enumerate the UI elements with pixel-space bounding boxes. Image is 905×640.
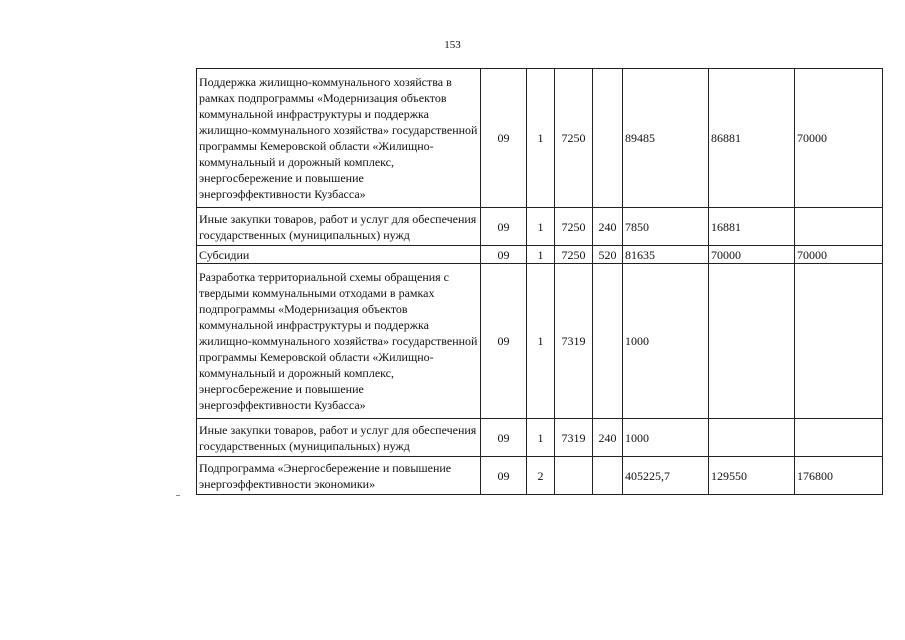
article-cell: 7250 <box>555 69 593 208</box>
table-row <box>197 246 883 264</box>
section-cell: 09 <box>481 246 527 264</box>
amount-1-cell: 81635 <box>623 246 709 264</box>
amount-2-cell <box>709 264 795 419</box>
article-cell: 7250 <box>555 246 593 264</box>
amount-2-cell: 129550 <box>709 457 795 495</box>
row-description: Подпрограмма «Энергосбережение и повышение энергоэффективности экономики» <box>197 457 481 495</box>
row-description: Иные закупки товаров, работ и услуг для обеспечения государственных (муниципальных) нужд <box>197 208 481 246</box>
subsection-cell: 1 <box>527 264 555 419</box>
page-number: 153 <box>444 39 461 51</box>
expense-type-cell: 240 <box>593 419 623 457</box>
expense-type-cell <box>593 69 623 208</box>
article-cell: 7319 <box>555 264 593 419</box>
amount-3-cell: 70000 <box>795 69 883 208</box>
table-row <box>197 457 883 495</box>
table-row <box>197 419 883 457</box>
amount-1-cell: 405225,7 <box>623 457 709 495</box>
expense-type-cell <box>593 457 623 495</box>
table-row <box>197 264 883 419</box>
amount-2-cell: 70000 <box>709 246 795 264</box>
table-row <box>197 69 883 208</box>
subsection-cell: 1 <box>527 69 555 208</box>
row-description: Субсидии <box>197 246 481 264</box>
subsection-cell: 2 <box>527 457 555 495</box>
amount-2-cell <box>709 419 795 457</box>
row-description: Поддержка жилищно-коммунального хозяйства в рамках подпрограммы «Модернизация объектов коммунальной инфраструктуры и поддержка жилищно-коммунального хозяйства» государственной программы Кемеровской области «Жилищно-коммунальный и дорожный комплекс, энергосбережение и повышение энергоэффективности Кузбасса» <box>197 69 481 208</box>
subsection-cell: 1 <box>527 208 555 246</box>
section-cell: 09 <box>481 208 527 246</box>
amount-2-cell: 86881 <box>709 69 795 208</box>
section-cell: 09 <box>481 419 527 457</box>
expense-type-cell: 520 <box>593 246 623 264</box>
section-cell: 09 <box>481 69 527 208</box>
row-description: Иные закупки товаров, работ и услуг для обеспечения государственных (муниципальных) нужд <box>197 419 481 457</box>
article-cell <box>555 457 593 495</box>
amount-3-cell: 176800 <box>795 457 883 495</box>
section-cell: 09 <box>481 264 527 419</box>
table-row <box>197 208 883 246</box>
amount-3-cell: 70000 <box>795 246 883 264</box>
subsection-cell: 1 <box>527 419 555 457</box>
amount-3-cell <box>795 208 883 246</box>
expense-type-cell: 240 <box>593 208 623 246</box>
budget-table <box>196 68 883 495</box>
amount-3-cell <box>795 419 883 457</box>
amount-1-cell: 1000 <box>623 419 709 457</box>
article-cell: 7319 <box>555 419 593 457</box>
amount-1-cell: 89485 <box>623 69 709 208</box>
amount-1-cell: 1000 <box>623 264 709 419</box>
scan-margin-mark <box>176 495 180 496</box>
amount-1-cell: 7850 <box>623 208 709 246</box>
row-description: Разработка территориальной схемы обращения с твердыми коммунальными отходами в рамках подпрограммы «Модернизация объектов коммунальной инфраструктуры и поддержка жилищно-коммунального хозяйства» государственной программы Кемеровской области «Жилищно-коммунальный и дорожный комплекс, энергосбережение и повышение энергоэффективности Кузбасса» <box>197 264 481 419</box>
article-cell: 7250 <box>555 208 593 246</box>
section-cell: 09 <box>481 457 527 495</box>
amount-3-cell <box>795 264 883 419</box>
expense-type-cell <box>593 264 623 419</box>
subsection-cell: 1 <box>527 246 555 264</box>
amount-2-cell: 16881 <box>709 208 795 246</box>
